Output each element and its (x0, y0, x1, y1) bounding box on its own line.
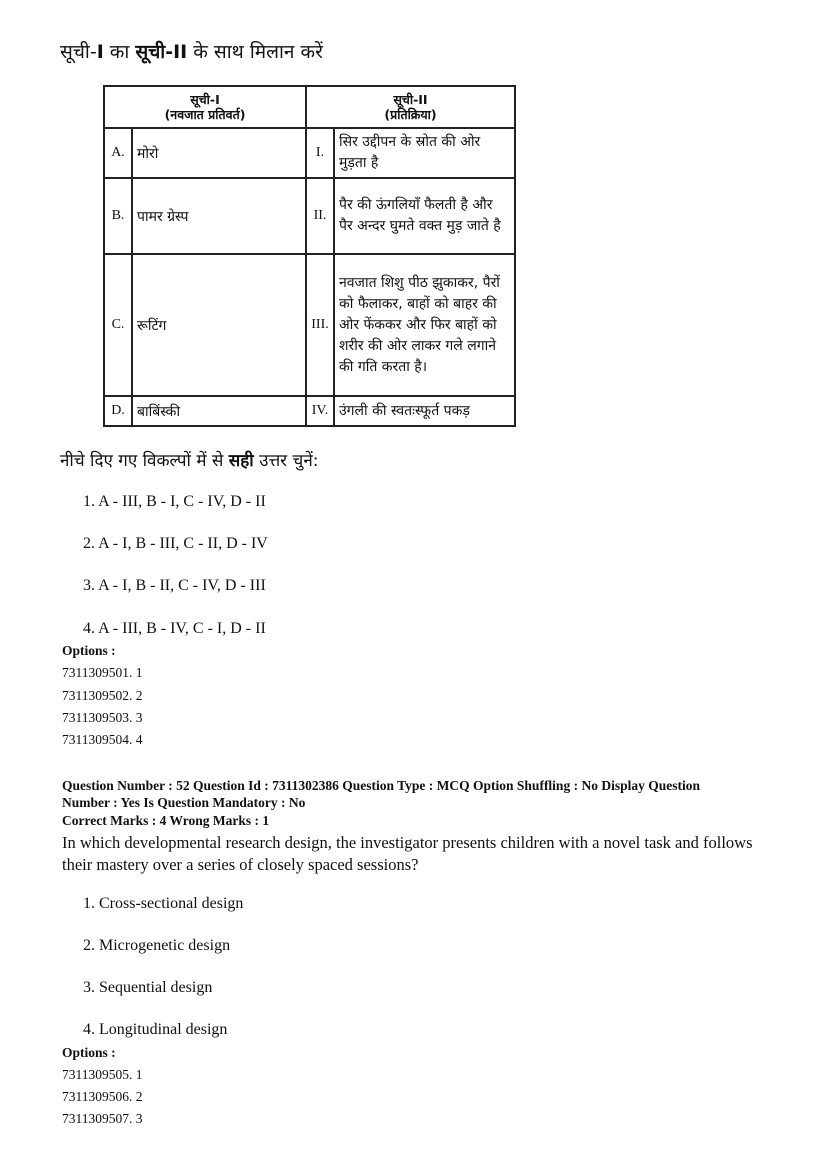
heading-bold: I (96, 41, 104, 63)
row-num: III. (306, 254, 334, 396)
row-desc: पैर की ऊंगलियाँ फैलती है और पैर अन्दर घुमते वक्त मुड़ जाते है (334, 178, 515, 254)
answer-choice: 4. A - III, B - IV, C - I, D - II (83, 620, 266, 637)
answer-choice: 1. A - III, B - I, C - IV, D - II (83, 493, 266, 510)
heading-text: सूची- (60, 41, 97, 63)
option-id: 7311309504. 4 (62, 732, 143, 747)
list2-header (306, 86, 515, 128)
row-item: रूटिंग (132, 254, 306, 396)
options-label: Options : (62, 643, 116, 658)
list1-header (104, 86, 306, 128)
row-item: बाबिंस्की (132, 396, 306, 426)
list2-title: सूची-II (393, 92, 428, 107)
row-desc: सिर उद्दीपन के स्रोत की ओर मुड़ता है (334, 128, 515, 178)
option-id: 7311309505. 1 (62, 1067, 143, 1082)
table-row (104, 178, 515, 254)
heading-bold: सूची-II (135, 41, 188, 63)
match-table (103, 85, 516, 427)
list1-subtitle: (नवजात प्रतिवर्त) (164, 107, 246, 122)
row-num: IV. (306, 396, 334, 426)
row-num: I. (306, 128, 334, 178)
row-item: मोरो (132, 128, 306, 178)
row-num: II. (306, 178, 334, 254)
option-id: 7311309501. 1 (62, 665, 143, 680)
row-key: C. (104, 254, 132, 396)
list1-title: सूची-I (190, 92, 220, 107)
answer-choice: 1. Cross-sectional design (83, 895, 244, 912)
option-id: 7311309506. 2 (62, 1089, 143, 1104)
instruction-text: उत्तर चुनें: (253, 451, 319, 471)
option-id: 7311309502. 2 (62, 688, 143, 703)
question-text: In which developmental research design, the investigator presents children with a novel task and follows their mastery over a series of closely spaced sessions? (62, 833, 753, 874)
table-row (104, 254, 515, 396)
row-key: A. (104, 128, 132, 178)
answer-choice: 2. Microgenetic design (83, 937, 231, 954)
row-key: D. (104, 396, 132, 426)
options-label: Options : (62, 1045, 116, 1060)
table-header-row (104, 86, 515, 128)
instruction-bold: सही (228, 451, 254, 471)
answer-choice: 3. A - I, B - II, C - IV, D - III (83, 577, 266, 594)
table-row (104, 128, 515, 178)
heading-text: का (103, 41, 136, 63)
marks-info: Correct Marks : 4 Wrong Marks : 1 (62, 813, 270, 828)
row-item: पामर ग्रेस्प (132, 178, 306, 254)
instruction (60, 448, 319, 471)
list2-subtitle: (प्रतिक्रिया) (384, 107, 437, 122)
option-id: 7311309503. 3 (62, 710, 143, 725)
answer-choice: 2. A - I, B - III, C - II, D - IV (83, 535, 268, 552)
match-heading (60, 38, 323, 64)
question-meta: Question Number : 52 Question Id : 7311302386 Question Type : MCQ Option Shuffling : No Display Question (62, 778, 700, 793)
option-id: 7311309507. 3 (62, 1111, 143, 1126)
question-meta: Number : Yes Is Question Mandatory : No (62, 795, 306, 810)
answer-choice: 3. Sequential design (83, 979, 213, 996)
row-desc: नवजात शिशु पीठ झुकाकर, पैरों को फैलाकर, बाहों को बाहर की ओर फेंककर और फिर बाहों को शरीर की ओर लाकर गले लगाने की गति करता है। (334, 254, 515, 396)
row-key: B. (104, 178, 132, 254)
row-desc: उंगली की स्वतःस्फूर्त पकड़ (334, 396, 515, 426)
answer-choice: 4. Longitudinal design (83, 1021, 228, 1038)
table-row (104, 396, 515, 426)
heading-text: के साथ मिलान करें (187, 41, 323, 63)
instruction-text: नीचे दिए गए विकल्पों में से (60, 451, 229, 471)
